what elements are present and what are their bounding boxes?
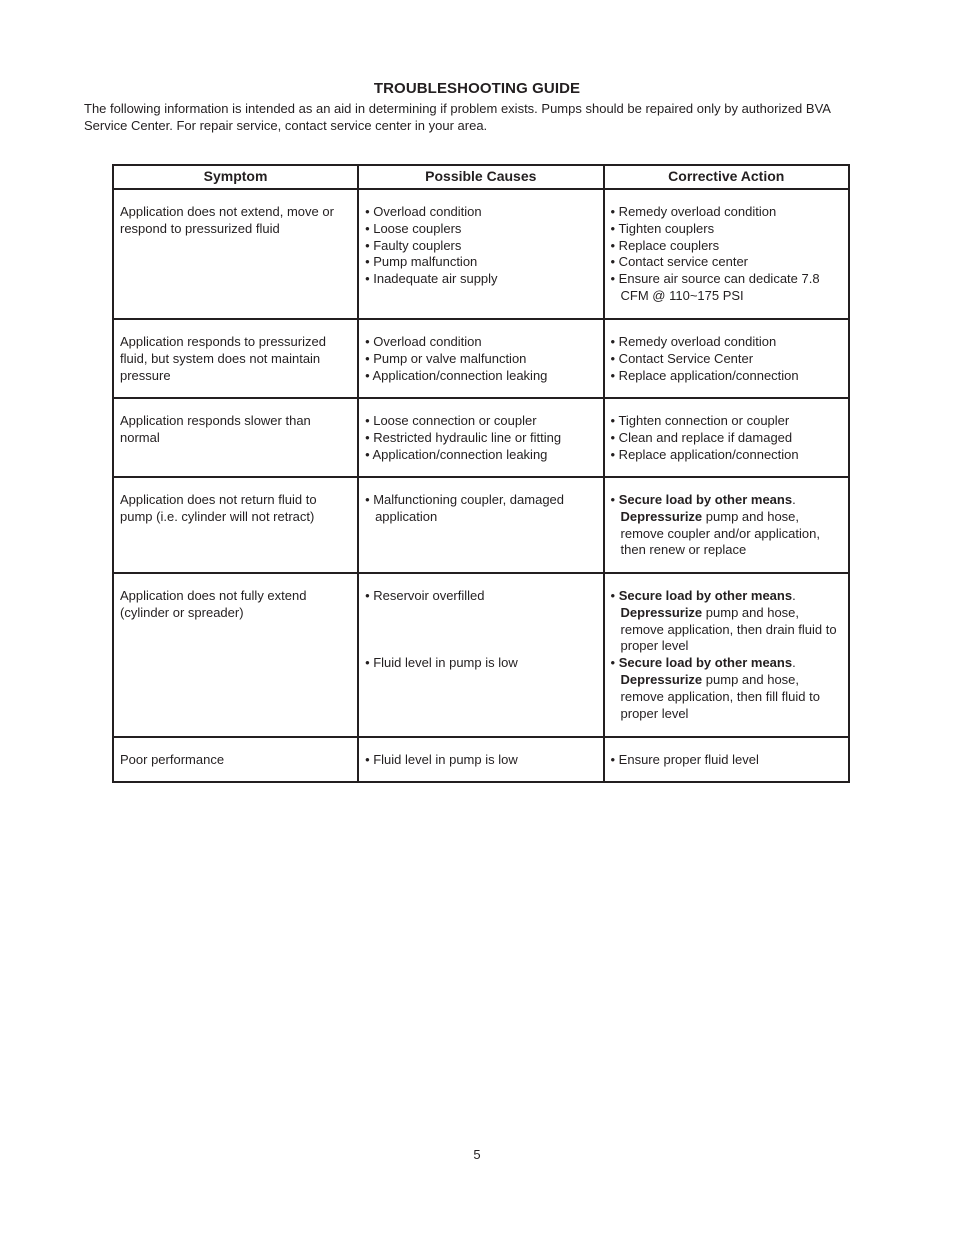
actions-cell	[604, 573, 849, 737]
causes-cell	[358, 319, 603, 398]
table-row	[113, 737, 849, 782]
header-possible-causes: Possible Causes	[358, 165, 603, 189]
cause-item: • Fluid level in pump is low	[365, 654, 518, 670]
causes-cell	[358, 189, 603, 319]
header-corrective-action: Corrective Action	[604, 165, 849, 189]
actions-cell	[604, 477, 849, 573]
action-item: • Tighten couplers	[610, 220, 715, 236]
causes-cell	[358, 477, 603, 573]
symptom-cell: Poor performance	[113, 737, 358, 782]
action-item: • Ensure air source can dedicate 7.8 CFM @ 110~175 PSI	[610, 271, 820, 303]
action-item: • Clean and replace if damaged	[610, 429, 793, 445]
causes-cell	[358, 737, 603, 782]
cause-item: • Overload condition	[365, 204, 482, 219]
page-title: TROUBLESHOOTING GUIDE	[373, 80, 581, 97]
action-item: • Secure load by other means. Depressurize pump and hose, remove coupler and/or application, then renew or replace	[610, 492, 820, 558]
action-item: • Replace application/connection	[610, 367, 799, 383]
cause-item: • Pump or valve malfunction	[365, 350, 527, 366]
symptom-cell: Application responds slower than normal	[113, 398, 358, 477]
cause-item: • Faulty couplers	[365, 237, 462, 253]
actions-cell	[604, 189, 849, 319]
cause-item: • Application/connection leaking	[365, 367, 548, 383]
cause-item: • Loose couplers	[365, 220, 462, 236]
cause-item: • Fluid level in pump is low	[365, 752, 518, 767]
page-number: 5	[473, 1147, 481, 1162]
cause-item: • Malfunctioning coupler, damaged application	[365, 492, 565, 524]
cause-item: • Overload condition	[365, 334, 482, 349]
symptom-cell: Application does not fully extend (cylinder or spreader)	[113, 573, 358, 737]
action-item: • Contact Service Center	[610, 350, 754, 366]
causes-cell	[358, 398, 603, 477]
actions-cell	[604, 737, 849, 782]
action-item: • Secure load by other means. Depressurize pump and hose, remove application, then drain fluid to proper level	[610, 588, 837, 654]
symptom-cell: Application does not return fluid to pump (i.e. cylinder will not retract)	[113, 477, 358, 573]
table-row	[113, 398, 849, 477]
table-row	[113, 477, 849, 573]
action-item: • Ensure proper fluid level	[610, 752, 759, 767]
header-symptom: Symptom	[113, 165, 358, 189]
cause-item: • Reservoir overfilled	[365, 588, 485, 603]
table-header-row	[113, 165, 849, 189]
causes-cell	[358, 573, 603, 737]
table-row	[113, 319, 849, 398]
cause-item: • Pump malfunction	[365, 254, 478, 270]
action-item: • Remedy overload condition	[610, 334, 777, 349]
action-item: • Secure load by other means. Depressurize pump and hose, remove application, then fill fluid to proper level	[610, 655, 820, 721]
action-item: • Replace application/connection	[610, 446, 799, 462]
symptom-cell: Application does not extend, move or respond to pressurized fluid	[113, 189, 358, 319]
table-row	[113, 189, 849, 319]
actions-cell	[604, 398, 849, 477]
cause-item: • Loose connection or coupler	[365, 413, 537, 428]
cause-item: • Inadequate air supply	[365, 271, 498, 287]
troubleshooting-table	[112, 164, 850, 783]
intro-paragraph: The following information is intended as an aid in determining if problem exists. Pumps should be repaired only by authorized BVA Service Center. For repair service, contact service center in your area.	[84, 101, 831, 133]
symptom-cell: Application responds to pressurized fluid, but system does not maintain pressure	[113, 319, 358, 398]
action-item: • Replace couplers	[610, 237, 720, 253]
table-row	[113, 573, 849, 737]
action-item: • Contact service center	[610, 254, 749, 270]
cause-item: • Restricted hydraulic line or fitting	[365, 429, 562, 445]
action-item: • Tighten connection or coupler	[610, 413, 790, 428]
action-item: • Remedy overload condition	[610, 204, 777, 219]
cause-item: • Application/connection leaking	[365, 446, 548, 462]
actions-cell	[604, 319, 849, 398]
